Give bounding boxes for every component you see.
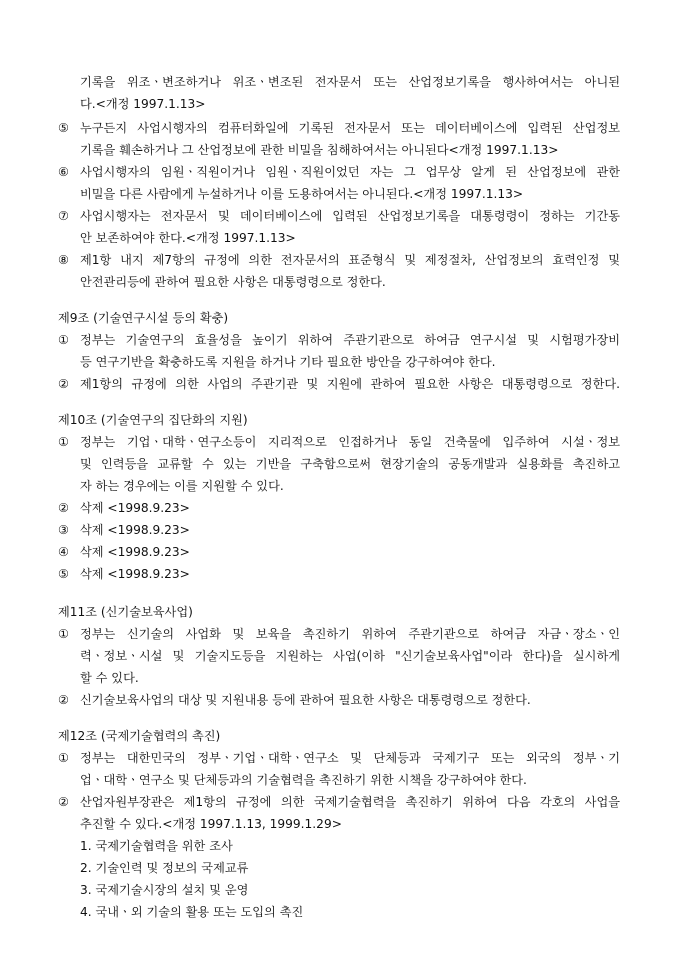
paragraph-line: 할 수 있다.: [80, 671, 139, 685]
list-item: 4. 국내ㆍ외 기술의 활용 또는 도입의 촉진: [80, 905, 304, 919]
paragraph-line: 다.<개정 1997.1.13>: [80, 97, 206, 111]
article-9-title: 제9조 (기술연구시설 등의 확충): [58, 311, 229, 325]
paragraph-line: 기록을 훼손하거나 그 산업정보에 관한 비밀을 침해하여서는 아니된다<개정 1997.1.13>: [80, 143, 559, 157]
paragraph-line: 사업시행자의 임원ㆍ직원이거나 임원ㆍ직원이었던 자는 그 업무상 알게 된 산업정보에 관한: [80, 165, 620, 179]
paragraph-number: ②: [58, 693, 69, 707]
article-11-title: 제11조 (신기술보육사업): [58, 605, 193, 619]
paragraph-line: 삭제 <1998.9.23>: [80, 523, 190, 537]
paragraph-line: 제1항의 규정에 의한 사업의 주관기관 및 지원에 관하여 필요한 사항은 대통령령으로 정한다.: [80, 377, 620, 391]
paragraph-line: 업ㆍ대학ㆍ연구소 및 단체등과의 기술협력을 촉진하기 위한 시책을 강구하여야 한다.: [80, 773, 527, 787]
paragraph-line: 사업시행자는 전자문서 및 데이터베이스에 입력된 산업정보기록을 대통령령이 정하는 기간동: [80, 209, 620, 223]
article-12-title: 제12조 (국제기술협력의 촉진): [58, 729, 221, 743]
paragraph-line: 안전관리등에 관하여 필요한 사항은 대통령령으로 정한다.: [80, 275, 386, 289]
paragraph-line: 비밀을 다른 사람에게 누설하거나 이를 도용하여서는 아니된다.<개정 1997.1.13>: [80, 187, 524, 201]
paragraph-number: ⑤: [58, 567, 69, 581]
paragraph-line: 누구든지 사업시행자의 컴퓨터화일에 기록된 전자문서 또는 데이터베이스에 입력된 산업정보: [80, 121, 620, 135]
paragraph-number: ③: [58, 523, 69, 537]
paragraph-line: 정부는 대한민국의 정부ㆍ기업ㆍ대학ㆍ연구소 및 단체등과 국제기구 또는 외국의 정부ㆍ기: [80, 751, 620, 765]
paragraph-number: ①: [58, 627, 69, 641]
paragraph-line: 추진할 수 있다.<개정 1997.1.13, 1999.1.29>: [80, 817, 342, 831]
paragraph-number: ②: [58, 501, 69, 515]
paragraph-number: ④: [58, 545, 69, 559]
paragraph-number: ①: [58, 333, 69, 347]
list-item: 3. 국제기술시장의 설치 및 운영: [80, 883, 249, 897]
paragraph-line: 및 인력등을 교류할 수 있는 기반을 구축함으로써 현장기술의 공동개발과 실용화를 촉진하고: [80, 457, 620, 471]
paragraph-line: 산업자원부장관은 제1항의 규정에 의한 국제기술협력을 촉진하기 위하여 다음 각호의 사업을: [80, 795, 620, 809]
list-item: 2. 기술인력 및 정보의 국제교류: [80, 861, 249, 875]
paragraph-line: 자 하는 경우에는 이를 지원할 수 있다.: [80, 479, 284, 493]
paragraph-number: ⑤: [58, 121, 69, 135]
article-10-title: 제10조 (기술연구의 집단화의 지원): [58, 413, 248, 427]
paragraph-line: 제1항 내지 제7항의 규정에 의한 전자문서의 표준형식 및 제정절차, 산업정보의 효력인정 및: [80, 253, 620, 267]
list-item: 1. 국제기술협력을 위한 조사: [80, 839, 233, 853]
paragraph-number: ①: [58, 435, 69, 449]
paragraph-line: 삭제 <1998.9.23>: [80, 567, 190, 581]
paragraph-line: 기록을 위조ㆍ변조하거나 위조ㆍ변조된 전자문서 또는 산업정보기록을 행사하여서는 아니된: [80, 75, 620, 89]
paragraph-line: 력ㆍ정보ㆍ시설 및 기술지도등을 지원하는 사업(이하 "신기술보육사업"이라 한다)을 실시하게: [80, 649, 620, 663]
paragraph-number: ①: [58, 751, 69, 765]
paragraph-number: ⑥: [58, 165, 69, 179]
paragraph-line: 정부는 기업ㆍ대학ㆍ연구소등이 지리적으로 인접하거나 동일 건축물에 입주하여 시설ㆍ정보: [80, 435, 620, 449]
paragraph-line: 삭제 <1998.9.23>: [80, 501, 190, 515]
paragraph-line: 삭제 <1998.9.23>: [80, 545, 190, 559]
paragraph-number: ⑧: [58, 253, 69, 267]
paragraph-number: ⑦: [58, 209, 69, 223]
paragraph-line: 등 연구기반을 확충하도록 지원을 하거나 기타 필요한 방안을 강구하여야 한다.: [80, 355, 496, 369]
paragraph-line: 정부는 신기술의 사업화 및 보육을 촉진하기 위하여 주관기관으로 하여금 자금ㆍ장소ㆍ인: [80, 627, 620, 641]
paragraph-line: 신기술보육사업의 대상 및 지원내용 등에 관하여 필요한 사항은 대통령령으로 정한다.: [80, 693, 531, 707]
paragraph-number: ②: [58, 795, 69, 809]
paragraph-number: ②: [58, 377, 69, 391]
paragraph-line: 안 보존하여야 한다.<개정 1997.1.13>: [80, 231, 296, 245]
paragraph-line: 정부는 기술연구의 효율성을 높이기 위하여 주관기관으로 하여금 연구시설 및 시험평가장비: [80, 333, 620, 347]
